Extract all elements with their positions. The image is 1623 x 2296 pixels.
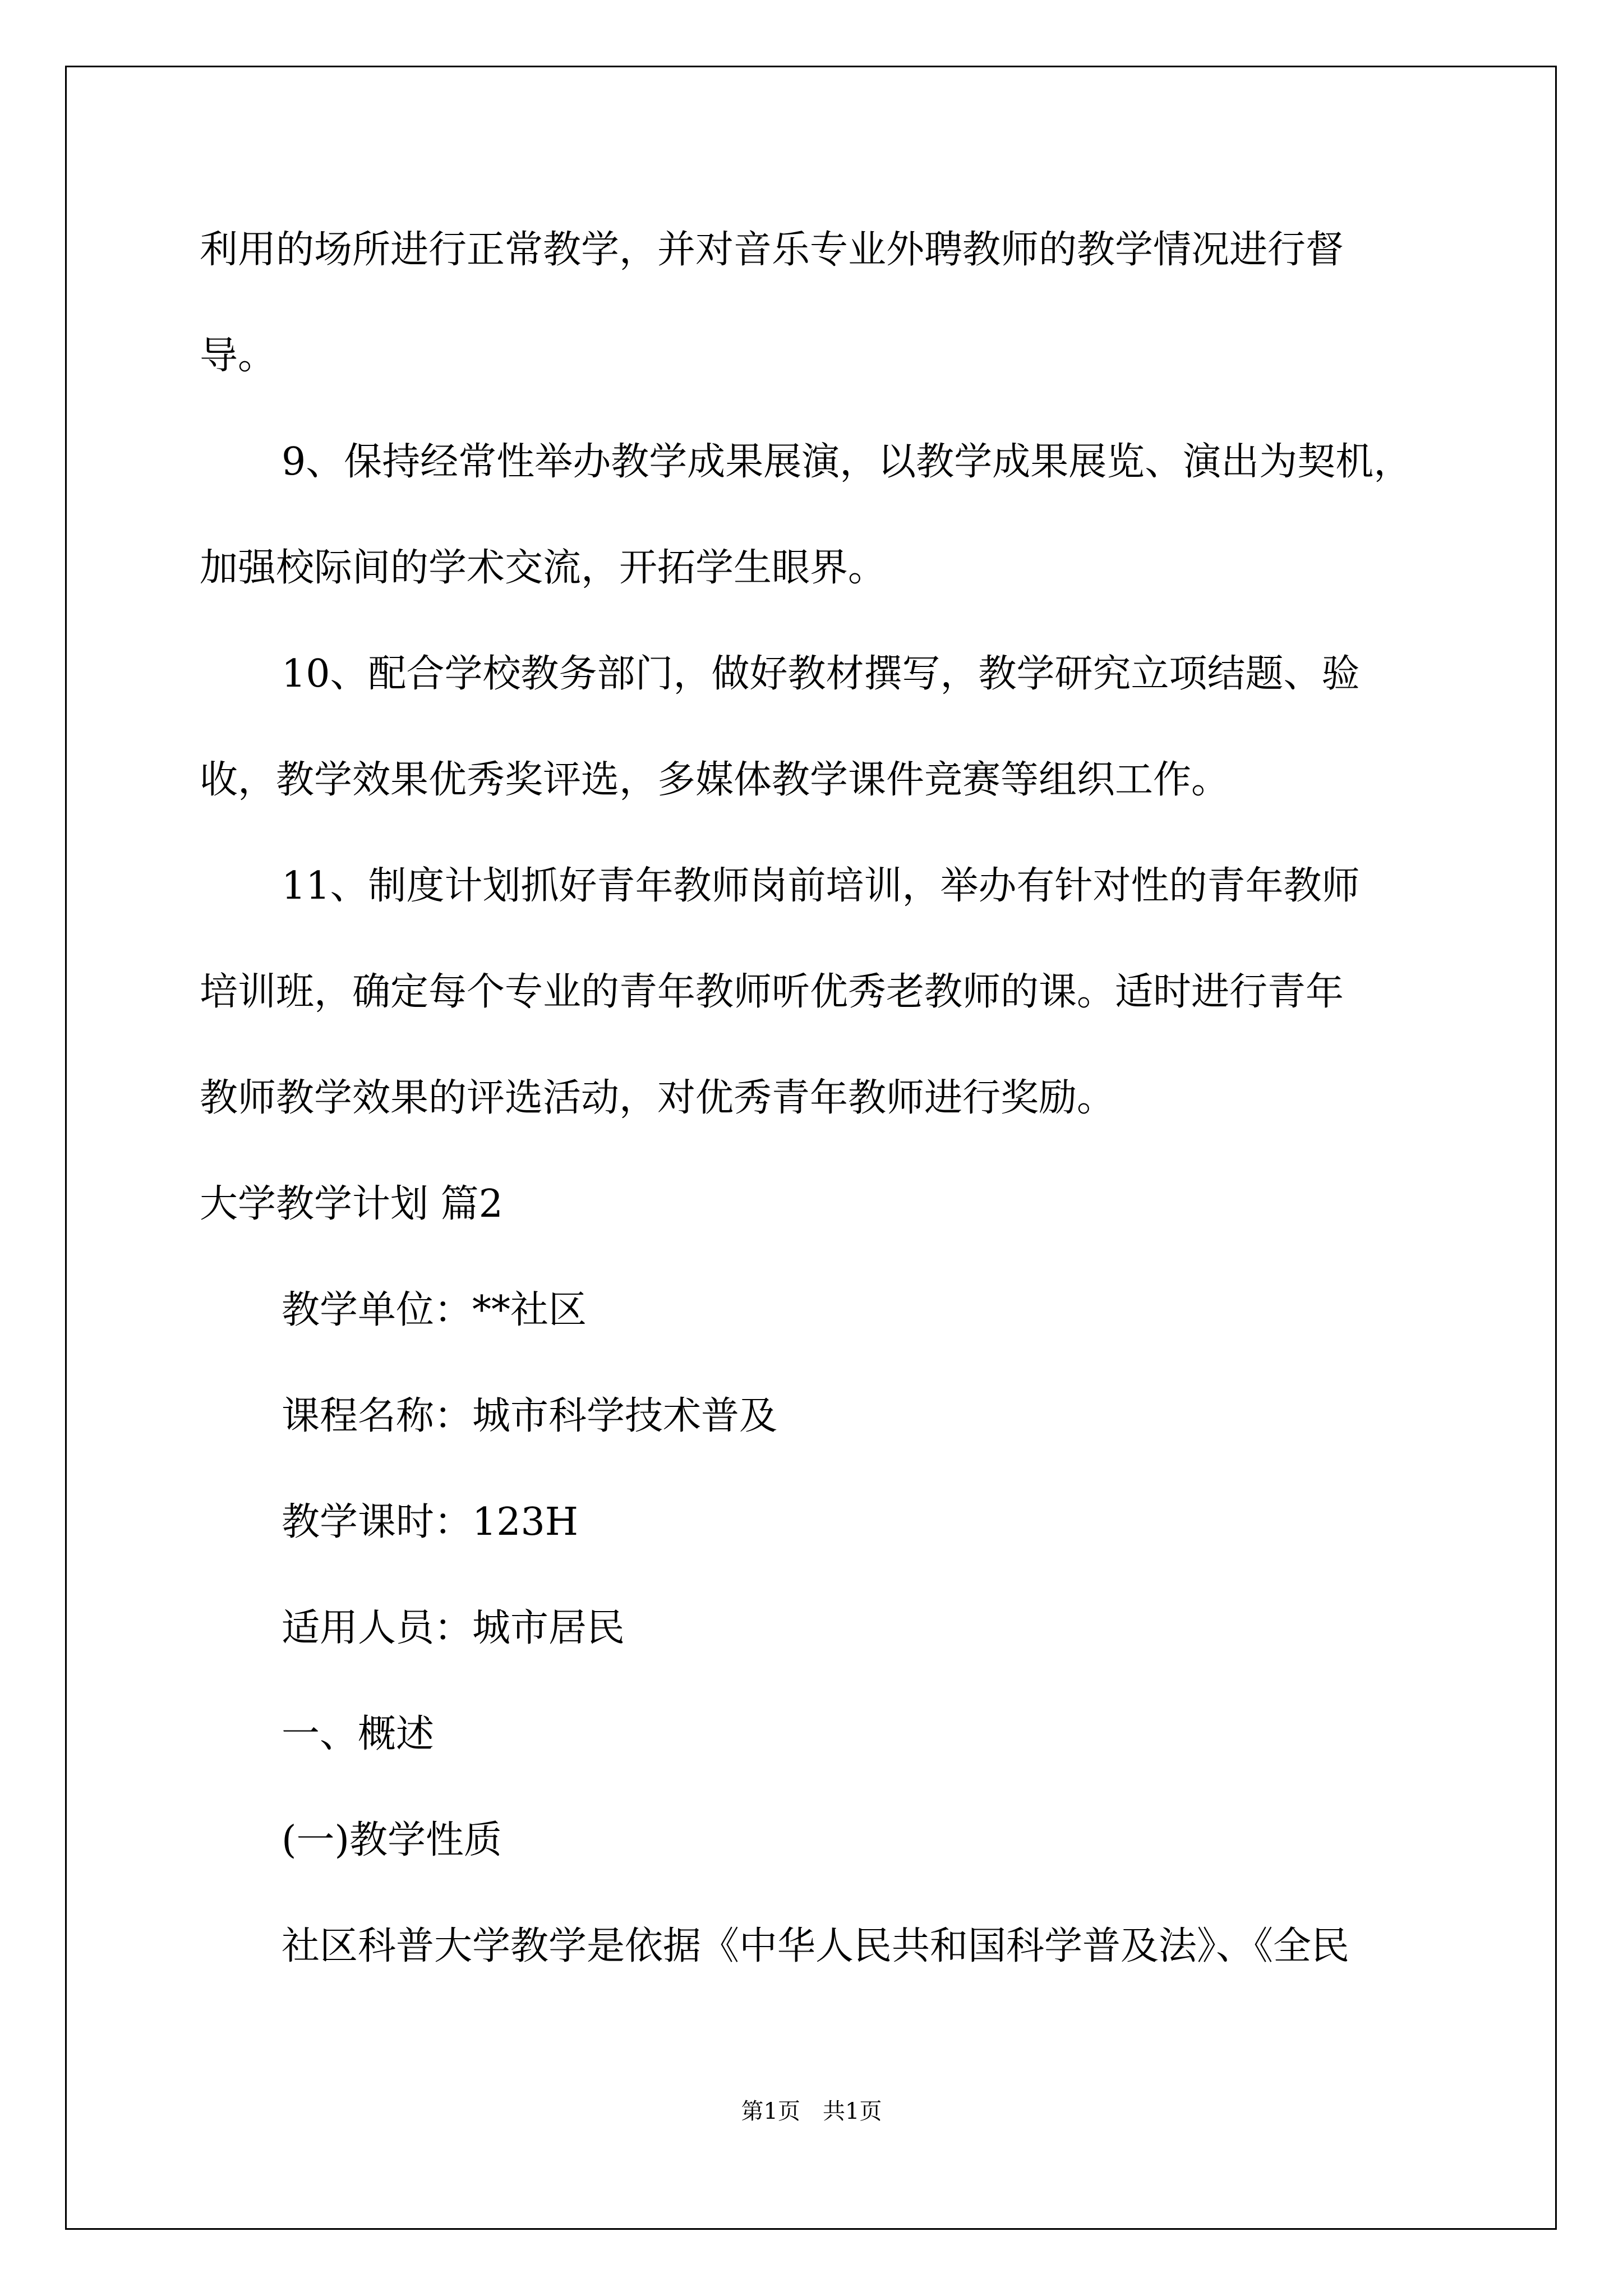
page-frame: [65, 66, 1557, 2230]
body-text-line: 11、制度计划抓好青年教师岗前培训，举办有针对性的青年教师: [282, 864, 1360, 908]
info-line-hours: 教学课时：123H: [282, 1500, 579, 1544]
body-text-line: 教师教学效果的评选活动，对优秀青年教师进行奖励。: [200, 1076, 1115, 1120]
info-line-course: 课程名称：城市科学技术普及: [282, 1394, 778, 1438]
body-text-line: 收，教学效果优秀奖评选，多媒体教学课件竞赛等组织工作。: [200, 758, 1230, 802]
subsection-heading: (一)教学性质: [282, 1818, 502, 1862]
body-text-line: 利用的场所进行正常教学，并对音乐专业外聘教师的教学情况进行督: [200, 228, 1344, 272]
body-text-line: 培训班，确定每个专业的青年教师听优秀老教师的课。适时进行青年: [200, 970, 1344, 1014]
info-line-unit: 教学单位：**社区: [282, 1288, 587, 1332]
info-line-audience: 适用人员：城市居民: [282, 1606, 625, 1650]
subsection-heading: 一、概述: [282, 1712, 435, 1756]
page-number-footer: 第1页 共1页: [741, 2099, 882, 2124]
body-text-line: 社区科普大学教学是依据《中华人民共和国科学普及法》、《全民: [282, 1924, 1350, 1968]
body-text-line: 导。: [200, 334, 276, 378]
section-heading: 大学教学计划 篇2: [200, 1182, 503, 1226]
body-text-line: 加强校际间的学术交流，开拓学生眼界。: [200, 546, 887, 590]
body-text-line: 10、配合学校教务部门，做好教材撰写，教学研究立项结题、验: [282, 652, 1360, 696]
body-text-line: 9、保持经常性举办教学成果展演，以教学成果展览、演出为契机，: [282, 440, 1412, 484]
